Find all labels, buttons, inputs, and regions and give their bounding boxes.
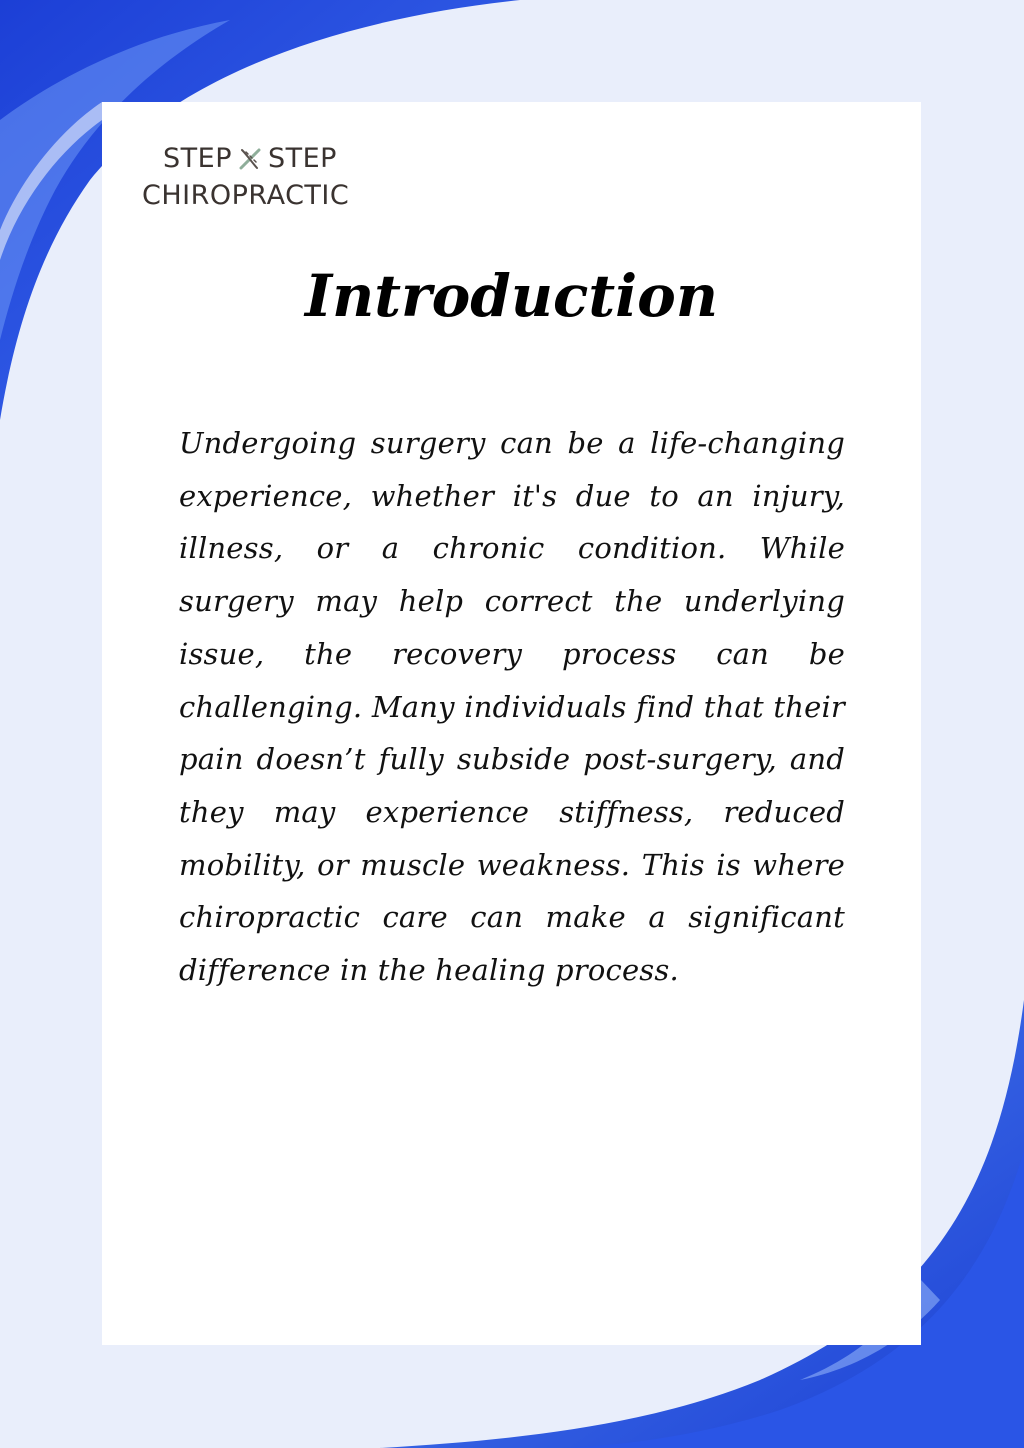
- logo-row-bottom: CHIROPRACTIC: [142, 180, 350, 211]
- intro-paragraph: Undergoing surgery can be a life-changing experience, whether it's due to an injury, illness, or a chronic condition. While surgery may help correct the underlying issue, the recovery process can be challenging. Many individuals find that their pain doesn’t fully subside post-surgery, and they may experience stiffness, reduced mobility, or muscle weakness. This is where chiropractic care can make a significant difference in the healing process.: [179, 426, 845, 988]
- logo-word-left: STEP: [163, 143, 232, 174]
- crossed-strands-icon: [237, 146, 263, 172]
- page-title: Introduction: [304, 262, 719, 330]
- company-logo: [142, 140, 349, 214]
- logo-word-right: STEP: [267, 143, 337, 174]
- logo-row-top: [163, 140, 349, 177]
- content-card: [102, 102, 921, 1345]
